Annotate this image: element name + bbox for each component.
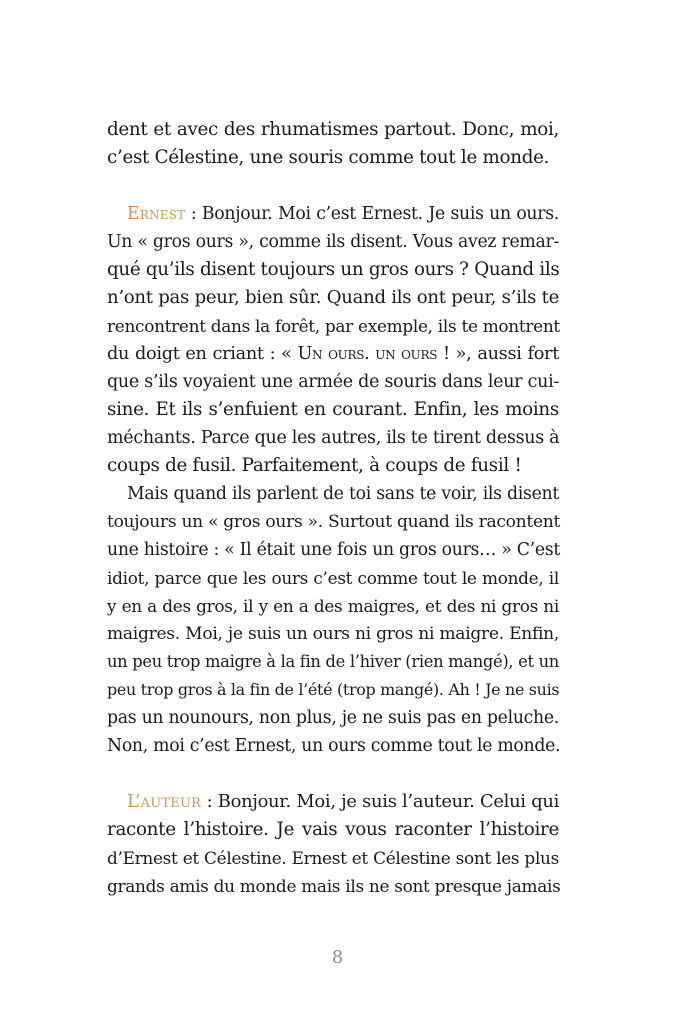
text-line: n’ont pas peur, bien sûr. Quand ils ont peur, s’ils te <box>107 287 559 308</box>
text-line <box>107 200 559 228</box>
paragraph-gros-ours <box>107 480 559 760</box>
line-text: : Bonjour. Moi c’est Ernest. Je suis un ours. <box>185 204 559 224</box>
speaker-name: L’auteur <box>127 791 202 812</box>
paragraph-ernest <box>107 200 559 480</box>
text-line: coups de fusil. Parfaitement, à coups de fusil ! <box>107 455 522 476</box>
text-line: y en a des gros, il y en a des maigres, et des ni gros ni <box>107 596 559 616</box>
speaker-name: Ernest <box>127 204 186 224</box>
text-line: que s’ils voyaient une armée de souris dans leur cui- <box>107 372 559 392</box>
page-number: 8 <box>331 947 344 968</box>
text-line: idiot, parce que les ours c’est comme tout le monde, il <box>107 568 559 588</box>
text-line: pas un nounours, non plus, je ne suis pas en peluche. <box>107 708 559 728</box>
line-text: ! », aussi fort <box>437 344 559 364</box>
text-line: Un « gros ours », comme ils disent. Vous avez remar- <box>107 232 559 252</box>
text-line: peu trop gros à la fin de l’été (trop mangé). Ah ! Je ne suis <box>107 680 560 699</box>
text-line: Mais quand ils parlent de toi sans te voir, ils disent <box>127 484 559 504</box>
line-text: : Bonjour. Moi, je suis l’auteur. Celui qui <box>201 791 559 812</box>
text-line: une histoire : « Il était une fois un gros ours… » C’est <box>107 540 561 560</box>
text-line: méchants. Parce que les autres, ils te tirent dessus à <box>107 428 560 448</box>
page-body <box>107 116 559 900</box>
paragraph-continuation <box>107 116 559 172</box>
text-line: qué qu’ils disent toujours un gros ours ? Quand ils <box>107 259 560 280</box>
text-line: Non, moi c’est Ernest, un ours comme tout le monde. <box>107 736 561 756</box>
text-line <box>107 788 559 816</box>
text-line: sine. Et ils s’enfuient en courant. Enfin, les moins <box>107 399 559 420</box>
text-line: d’Ernest et Célestine. Ernest et Célestine sont les plus <box>107 848 559 868</box>
shout-text: Un ours. un ours <box>297 344 438 364</box>
text-line: dent et avec des rhumatismes partout. Donc, moi, <box>107 119 559 140</box>
line-text: du doigt en criant : « <box>107 344 298 364</box>
text-line: grands amis du monde mais ils ne sont presque jamais <box>107 876 561 896</box>
text-line: raconte l’histoire. Je vais vous raconter l’histoire <box>107 819 559 840</box>
text-line: un peu trop maigre à la fin de l’hiver (rien mangé), et un <box>107 652 559 671</box>
text-line: c’est Célestine, une souris comme tout le monde. <box>107 147 550 168</box>
text-line: rencontrent dans la forêt, par exemple, ils te montrent <box>107 316 560 336</box>
text-line <box>107 340 559 368</box>
text-line: toujours un « gros ours ». Surtout quand ils racontent <box>107 512 561 532</box>
text-line: maigres. Moi, je suis un ours ni gros ni maigre. Enfin, <box>107 624 559 644</box>
paragraph-auteur <box>107 788 559 900</box>
